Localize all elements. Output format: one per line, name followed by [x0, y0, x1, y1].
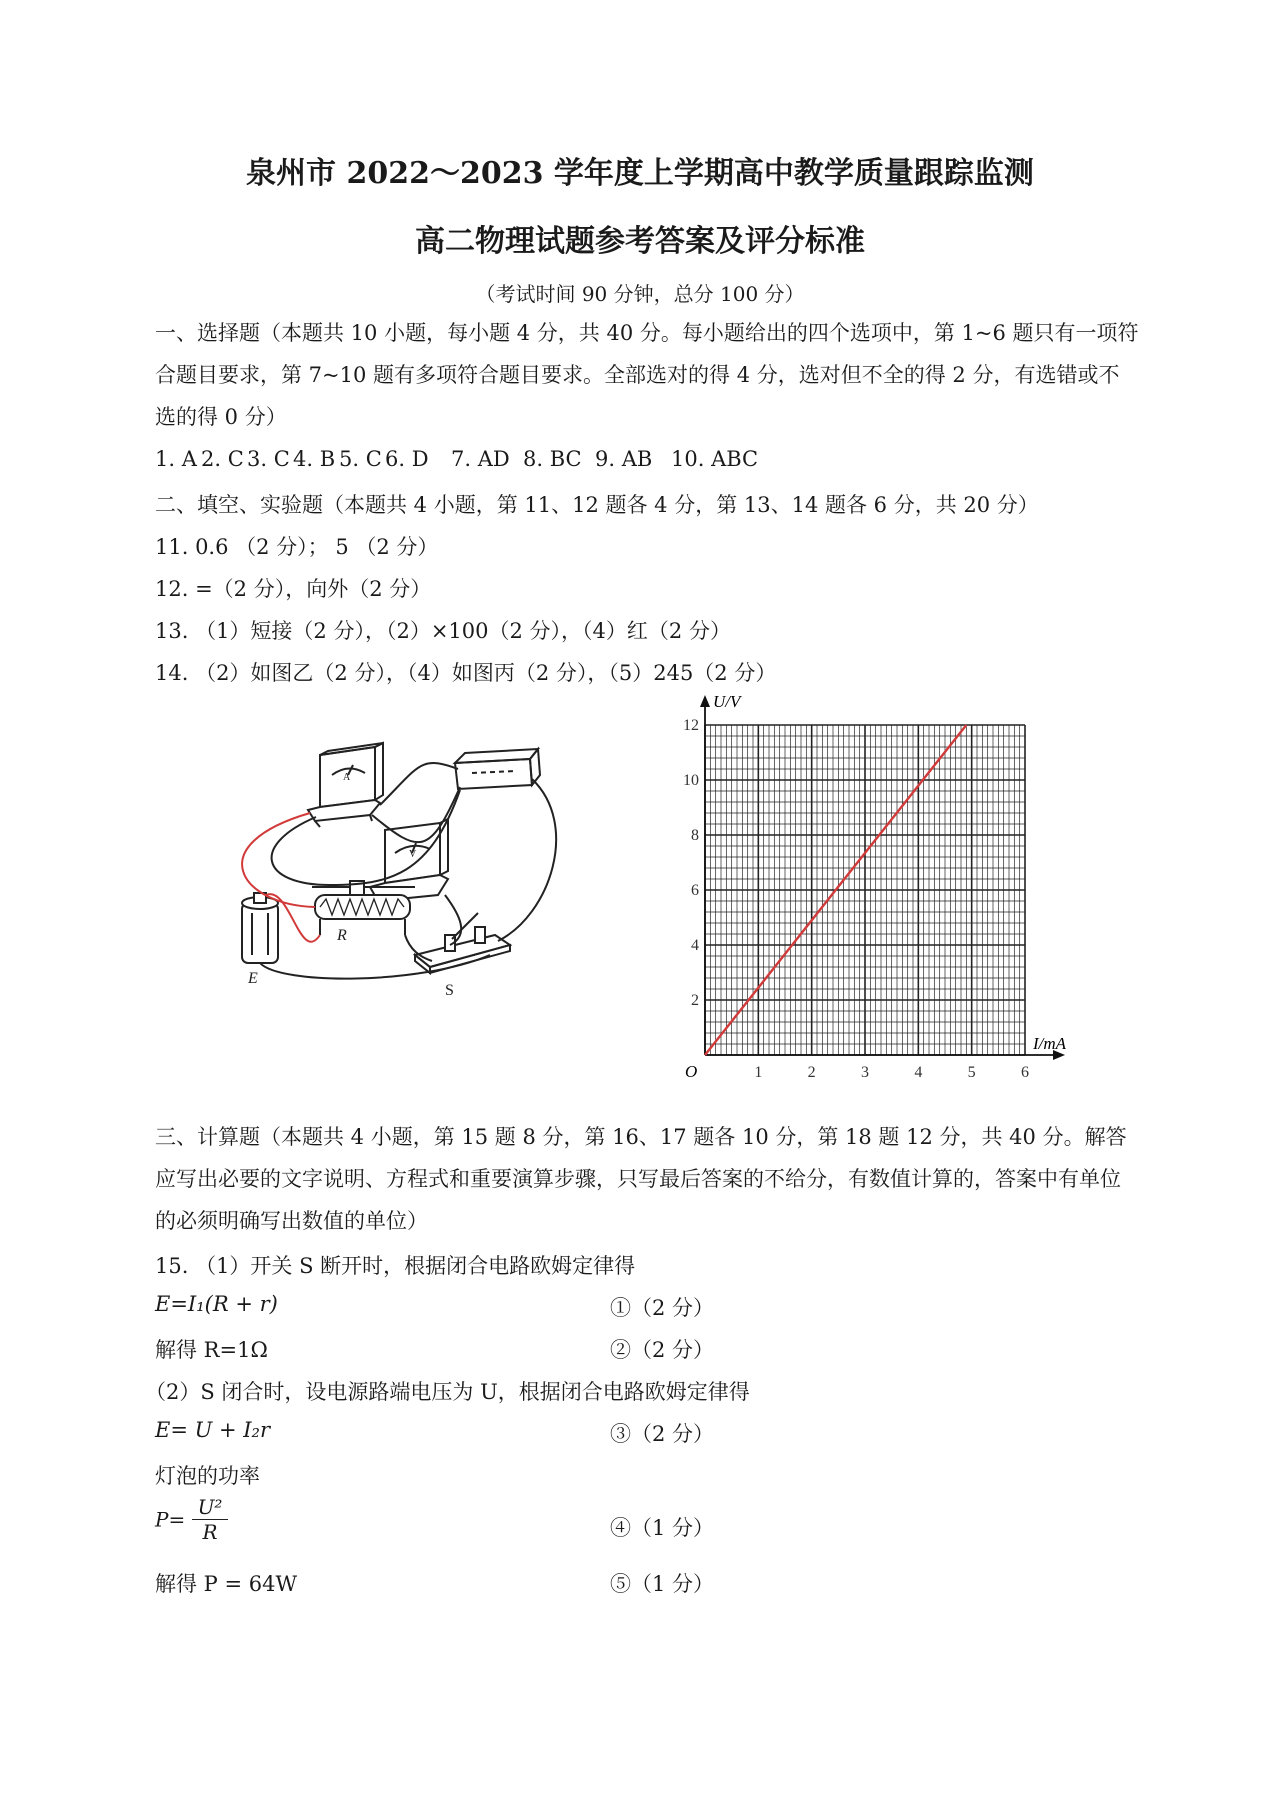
answer-9: 9. AB [595, 447, 653, 471]
ui-chart [670, 690, 1100, 1090]
section2-heading: 二、填空、实验题（本题共 4 小题，第 11、12 题各 4 分，第 13、14 题各 6 分，共 20 分） [155, 493, 1039, 517]
answer-5: 5. C [339, 447, 382, 471]
x-tick-label: 6 [1021, 1064, 1029, 1081]
solution-5: 解得 P = 64W [155, 1572, 298, 1596]
equation-4-denominator: R [202, 1520, 218, 1544]
resistor-box-icon [455, 749, 540, 789]
y-tick-label: 2 [691, 992, 699, 1009]
equation-4-lhs: P= [155, 1507, 186, 1532]
solution-1: 解得 R=1Ω [155, 1338, 268, 1362]
answer-q13: 13. （1）短接（2 分），（2）×100（2 分），（4）红（2 分） [155, 619, 731, 643]
equation-4 [155, 1495, 228, 1544]
page-title: 泉州市 2022～2023 学年度上学期高中教学质量跟踪监测 [246, 156, 1034, 191]
section3-heading: 三、计算题（本题共 4 小题，第 15 题 8 分，第 16、17 题各 10 分，第 18 题 12 分，共 40 分。解答应写出必要的文字说明、方程式和重要演算步骤，只写最后答案的不给分，有数值计算的，答案中有单位的必须明确写出数值的单位） [155, 1125, 1127, 1233]
answer-q11: 11. 0.6 （2 分）； 5 （2 分） [155, 535, 439, 559]
section1-heading: 一、选择题（本题共 10 小题，每小题 4 分，共 40 分。每小题给出的四个选项中，第 1~6 题只有一项符合题目要求，第 7~10 题有多项符合题目要求。全部选对的得 4 分，选对但不全的得 2 分，有选错或不选的得 0 分） [155, 321, 1139, 429]
battery-icon [242, 893, 278, 963]
answer-6: 6. D [385, 447, 429, 471]
y-tick-label: 10 [683, 772, 699, 789]
equation-3: E= U + I₂r [155, 1418, 270, 1442]
x-tick-label: 5 [967, 1064, 976, 1081]
solution-5-mark: ⑤（1 分） [610, 1572, 715, 1596]
answer-4: 4. B [293, 447, 336, 471]
x-tick-label: 3 [861, 1064, 869, 1081]
label-A: A [343, 772, 351, 783]
y-tick-label: 6 [691, 882, 699, 899]
lamp-power-text: 灯泡的功率 [155, 1464, 260, 1488]
origin-label: O [685, 1062, 698, 1081]
x-tick-label: 2 [807, 1064, 816, 1081]
equation-4-numerator: U² [192, 1495, 229, 1520]
answer-7: 7. AD [451, 447, 510, 471]
q15-part1: 15. （1）开关 S 断开时，根据闭合电路欧姆定律得 [155, 1254, 636, 1278]
y-axis-label: U/V [713, 692, 741, 711]
label-S: S [445, 982, 454, 999]
y-tick-label: 8 [691, 827, 699, 844]
answer-q14: 14. （2）如图乙（2 分），（4）如图丙（2 分），（5）245（2 分） [155, 661, 777, 685]
circuit-diagram [220, 735, 580, 1035]
q15-part2: （2）S 闭合时，设电源路端电压为 U，根据闭合电路欧姆定律得 [145, 1380, 750, 1404]
answer-3: 3. C [247, 447, 290, 471]
x-axis-label: I/mA [1033, 1034, 1067, 1053]
exam-info: （考试时间 90 分钟，总分 100 分） [475, 282, 805, 306]
label-R: R [337, 927, 347, 944]
answer-10: 10. ABC [671, 447, 759, 471]
x-tick-label: 1 [754, 1064, 763, 1081]
answer-q12: 12. =（2 分），向外（2 分） [155, 577, 432, 601]
label-V: V [409, 849, 417, 860]
equation-4-mark: ④（1 分） [610, 1516, 715, 1540]
ammeter-icon [308, 743, 383, 827]
label-E: E [248, 970, 258, 987]
equation-1: E=I₁(R + r) [155, 1292, 278, 1316]
solution-1-mark: ②（2 分） [610, 1338, 715, 1362]
x-tick-label: 4 [914, 1064, 923, 1081]
equation-1-mark: ①（2 分） [610, 1296, 715, 1320]
page-subtitle: 高二物理试题参考答案及评分标准 [415, 224, 865, 259]
choice-answers [155, 447, 758, 471]
y-tick-label: 12 [683, 717, 699, 734]
equation-3-mark: ③（2 分） [610, 1422, 715, 1446]
answer-2: 2. C [201, 447, 244, 471]
y-tick-label: 4 [691, 937, 699, 954]
answer-1: 1. A [155, 447, 197, 471]
answer-8: 8. BC [523, 447, 582, 471]
equation-4-fraction [192, 1495, 229, 1544]
y-axis-arrow [700, 695, 710, 707]
